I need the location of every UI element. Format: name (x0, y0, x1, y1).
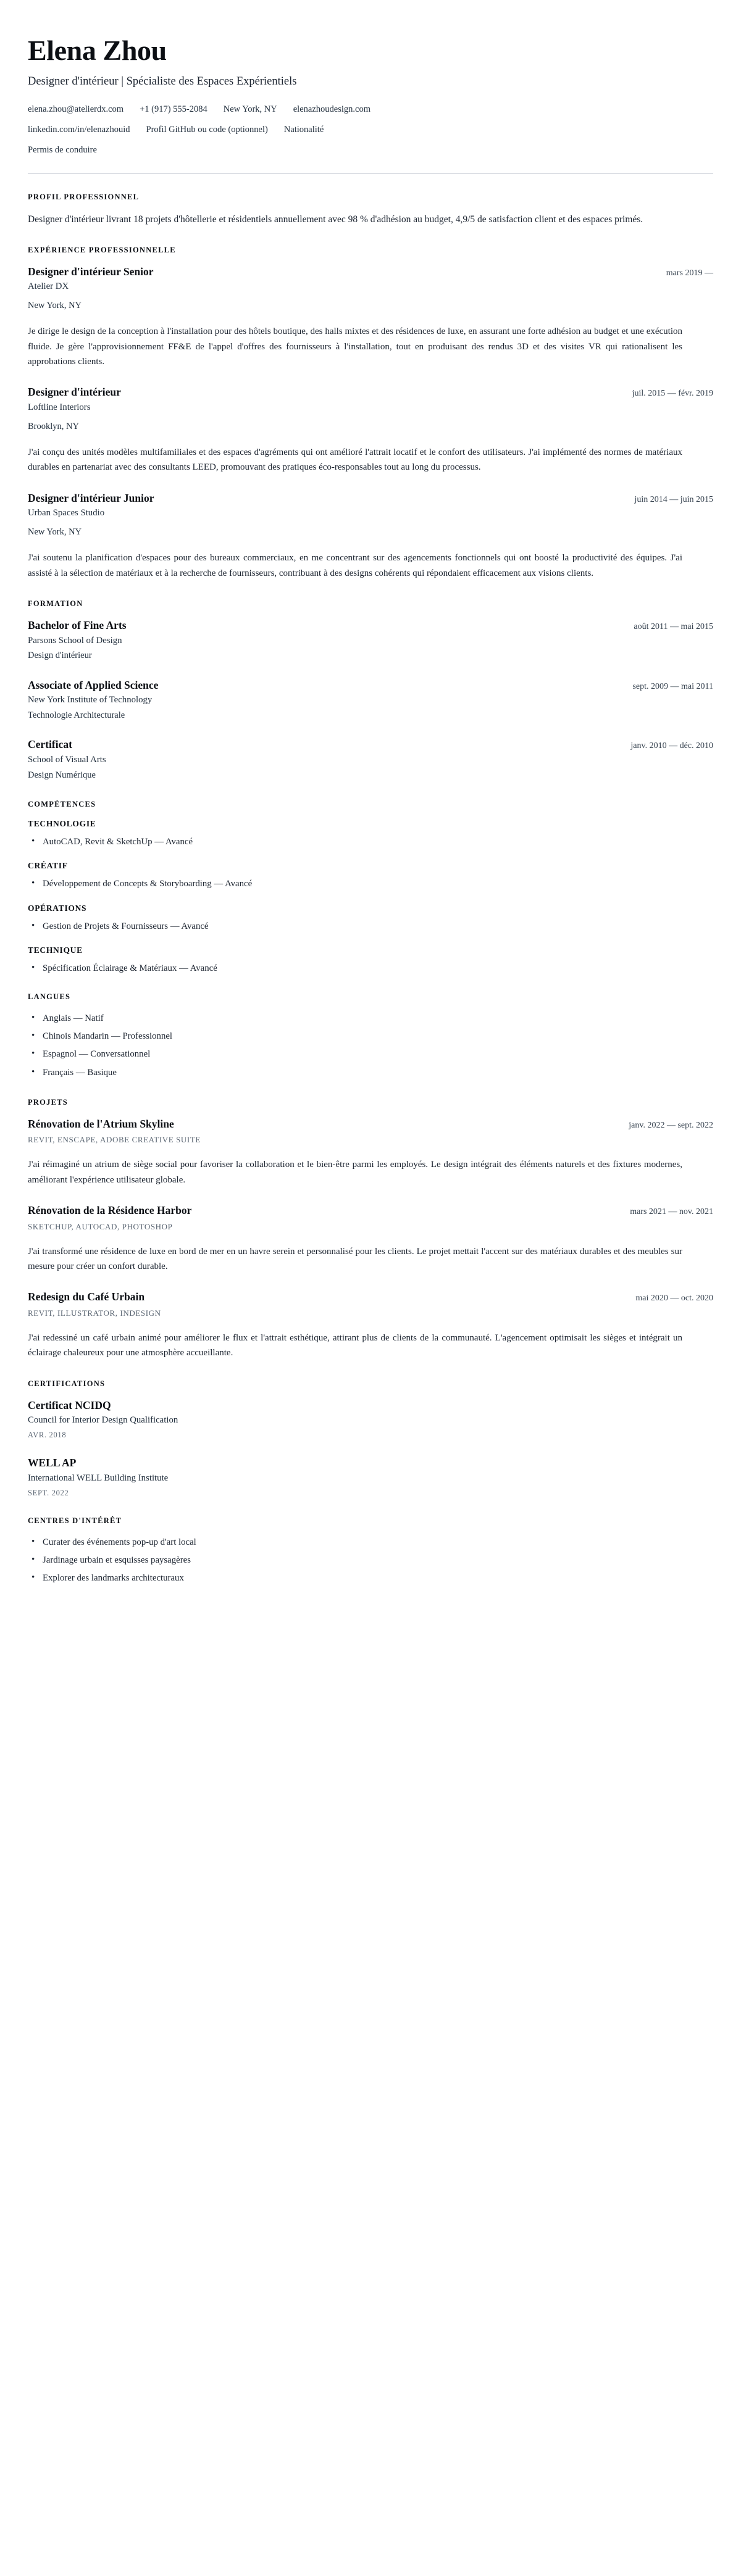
contact-item-link[interactable]: Permis de conduire (28, 144, 97, 155)
project-tech-stack: SKETCHUP, AUTOCAD, PHOTOSHOP (28, 1221, 173, 1231)
section-title-interests: CENTRES D'INTÉRÊT (28, 1516, 122, 1525)
section-experience (28, 246, 713, 581)
experience-entry (28, 491, 713, 581)
education-school: School of Visual Arts (28, 755, 106, 765)
contact-item-link[interactable]: linkedin.com/in/elenazhouid (28, 125, 130, 135)
contact-block (28, 103, 713, 157)
skill-item: • Gestion de Projets & Fournisseurs — Avancé (28, 920, 713, 933)
skill-item-list (28, 920, 713, 933)
project-date-range: janv. 2022 — sept. 2022 (629, 1120, 713, 1130)
education-school: New York Institute of Technology (28, 695, 153, 705)
section-title-projects: PROJETS (28, 1097, 69, 1107)
entry-header (28, 1203, 713, 1218)
certification-entry (28, 1456, 713, 1497)
contact-item-link[interactable]: elena.zhou@atelierdx.com (28, 104, 124, 115)
section-title-certifications: CERTIFICATIONS (28, 1379, 106, 1388)
section-skills (28, 800, 713, 1079)
skill-category-label: TECHNIQUE (28, 945, 83, 955)
project-entry (28, 1203, 713, 1274)
project-date-range: mai 2020 — oct. 2020 (635, 1294, 713, 1303)
projects-list (28, 1117, 713, 1361)
candidate-name: Elena Zhou (28, 35, 167, 66)
section-title-education: FORMATION (28, 599, 83, 608)
education-degree: Bachelor of Fine Arts (28, 618, 127, 631)
education-degree: Certificat (28, 738, 72, 751)
profile-summary-text: Designer d'intérieur livrant 18 projets d'hôtellerie et résidentiels annuellement avec 98 % d'adhésion au budget, 4,9/5 de satisfaction client et des espaces primés. (28, 214, 643, 225)
contact-item-link[interactable]: Profil GitHub ou code (optionnel) (146, 125, 268, 135)
section-title-skills: COMPÉTENCES (28, 800, 96, 809)
skill-category-label: CRÉATIF (28, 861, 68, 871)
education-field: Technologie Architecturale (28, 710, 125, 721)
language-item: • Anglais — Natif (28, 1012, 713, 1025)
education-date-range: août 2011 — mai 2015 (634, 621, 713, 631)
experience-entry (28, 265, 713, 370)
project-entry (28, 1290, 713, 1360)
certification-date: SEPT. 2022 (28, 1488, 69, 1497)
experience-company: Urban Spaces Studio (28, 508, 105, 518)
education-degree: Associate of Applied Science (28, 678, 159, 691)
section-education (28, 599, 713, 781)
education-school: Parsons School of Design (28, 635, 122, 646)
skill-category-label: TECHNOLOGIE (28, 819, 96, 829)
project-tech-stack: REVIT, ENSCAPE, ADOBE CREATIVE SUITE (28, 1135, 201, 1145)
contact-item-link[interactable]: elenazhoudesign.com (293, 104, 371, 115)
experience-location: New York, NY (28, 301, 82, 311)
certification-entry (28, 1398, 713, 1440)
certification-issuer: Council for Interior Design Qualification (28, 1415, 178, 1426)
entry-header (28, 678, 713, 692)
language-item: • Espagnol — Conversationnel (28, 1047, 713, 1061)
certification-issuer: International WELL Building Institute (28, 1473, 169, 1483)
skill-item-list (28, 835, 713, 849)
entry-header (28, 1290, 713, 1304)
section-title-experience: EXPÉRIENCE PROFESSIONNELLE (28, 245, 176, 254)
skill-group (28, 904, 713, 933)
section-title-profile: PROFIL PROFESSIONNEL (28, 192, 140, 201)
education-field: Design d'intérieur (28, 650, 92, 661)
education-entry (28, 737, 713, 781)
section-profile (28, 193, 713, 227)
contact-row-tertiary (28, 144, 713, 157)
section-title-languages: LANGUES (28, 992, 71, 1001)
resume-header (28, 36, 713, 157)
entry-header (28, 491, 713, 505)
skill-item: • AutoCAD, Revit & SketchUp — Avancé (28, 835, 713, 849)
interest-item: • Curater des événements pop-up d'art local (28, 1535, 713, 1549)
experience-entry (28, 385, 713, 475)
header-divider (28, 173, 713, 174)
entry-header (28, 385, 713, 399)
certifications-list (28, 1398, 713, 1498)
skills-list (28, 819, 713, 975)
skill-group (28, 945, 713, 975)
certification-date: AVR. 2018 (28, 1431, 67, 1440)
experience-date-range: mars 2019 — (666, 268, 713, 278)
languages-block (28, 992, 713, 1079)
project-title: Redesign du Café Urbain (28, 1290, 145, 1303)
skill-item: • Spécification Éclairage & Matériaux — Avancé (28, 962, 713, 975)
education-entry (28, 618, 713, 662)
experience-job-title: Designer d'intérieur (28, 386, 121, 399)
experience-job-title: Designer d'intérieur Junior (28, 491, 154, 504)
entry-header (28, 1117, 713, 1131)
contact-item-link[interactable]: Nationalité (283, 125, 324, 135)
certification-name: WELL AP (28, 1456, 77, 1469)
project-date-range: mars 2021 — nov. 2021 (630, 1207, 713, 1217)
certification-name: Certificat NCIDQ (28, 1398, 111, 1411)
experience-location: New York, NY (28, 527, 82, 538)
entry-header (28, 618, 713, 633)
skill-group (28, 861, 713, 891)
languages-list (28, 1012, 713, 1079)
project-description: J'ai transformé une résidence de luxe en bord de mer en un havre serein et personnalisé pour les clients. Le projet mettait l'accent sur des matériaux durables et des meubles sur mesure pour créer un confort durable. (28, 1246, 682, 1272)
project-title: Rénovation de la Résidence Harbor (28, 1204, 192, 1217)
experience-job-title: Designer d'intérieur Senior (28, 265, 154, 278)
skill-item-list (28, 877, 713, 891)
section-projects (28, 1098, 713, 1361)
language-item: • Français — Basique (28, 1066, 713, 1079)
interest-item: • Jardinage urbain et esquisses paysagères (28, 1553, 713, 1567)
contact-row-primary (28, 103, 713, 117)
entry-header (28, 737, 713, 752)
education-date-range: sept. 2009 — mai 2011 (632, 681, 713, 691)
skill-item-list (28, 962, 713, 975)
experience-location: Brooklyn, NY (28, 421, 79, 431)
project-tech-stack: REVIT, ILLUSTRATOR, INDESIGN (28, 1308, 161, 1318)
project-entry (28, 1117, 713, 1187)
entry-header (28, 265, 713, 279)
education-list (28, 618, 713, 781)
education-entry (28, 678, 713, 722)
contact-item-link[interactable]: New York, NY (223, 104, 277, 115)
skill-group (28, 819, 713, 849)
language-item: • Chinois Mandarin — Professionnel (28, 1029, 713, 1043)
project-title: Rénovation de l'Atrium Skyline (28, 1117, 174, 1130)
experience-date-range: juil. 2015 — févr. 2019 (632, 389, 713, 399)
candidate-headline: Designer d'intérieur | Spécialiste des Espaces Expérientiels (28, 75, 297, 88)
experience-description: J'ai conçu des unités modèles multifamiliales et des espaces d'agréments qui ont amélioré l'attrait locatif et le confort des utilisateurs. J'ai implémenté des normes de matériaux durables en partenariat avec des consultants LEED, promouvant des pratiques éco-responsables tout au long du processus. (28, 447, 682, 473)
experience-description: J'ai soutenu la planification d'espaces pour des bureaux commerciaux, en me concentrant sur des agencements fonctionnels qui ont boosté la productivité des équipes. J'ai assisté à la sélection de matériaux et à la recherche de fournisseurs, contribuant à des designs cohérents qui répondaient efficacement aux visions clients. (28, 553, 682, 578)
experience-description: Je dirige le design de la conception à l'installation pour des hôtels boutique, des halls mixtes et des résidences de luxe, en assurant une forte adhésion au budget et une exécution fluide. Je gère l'approvisionnement FF&E de l'appel d'offres des fournisseurs à l'installation, tout en produisant des rendus 3D et des visites VR qui rationalisent les approbations clients. (28, 326, 682, 367)
skill-category-label: OPÉRATIONS (28, 903, 87, 913)
project-description: J'ai redessiné un café urbain animé pour améliorer le flux et l'attrait esthétique, attirant plus de clients de la communauté. L'agencement optimisait les sièges et intégrait un éclairage chaleureux pour une atmosphère accueillante. (28, 1333, 682, 1358)
education-date-range: janv. 2010 — déc. 2010 (630, 741, 713, 751)
experience-company: Loftline Interiors (28, 402, 91, 413)
experience-list (28, 265, 713, 581)
experience-date-range: juin 2014 — juin 2015 (634, 494, 713, 504)
experience-company: Atelier DX (28, 281, 69, 292)
project-description: J'ai réimaginé un atrium de siège social pour favoriser la collaboration et le bien-être parmi les employés. Le design intégrait des éléments naturels et des fixtures modernes, améliorant l'expérience utilisateur globale. (28, 1160, 682, 1185)
section-certifications (28, 1379, 713, 1498)
contact-row-secondary (28, 123, 713, 137)
education-field: Design Numérique (28, 770, 96, 780)
interests-list (28, 1535, 713, 1585)
section-interests (28, 1516, 713, 1585)
interest-item: • Explorer des landmarks architecturaux (28, 1571, 713, 1585)
contact-item-link[interactable]: +1 (917) 555-2084 (140, 104, 207, 115)
skill-item: • Développement de Concepts & Storyboarding — Avancé (28, 877, 713, 891)
